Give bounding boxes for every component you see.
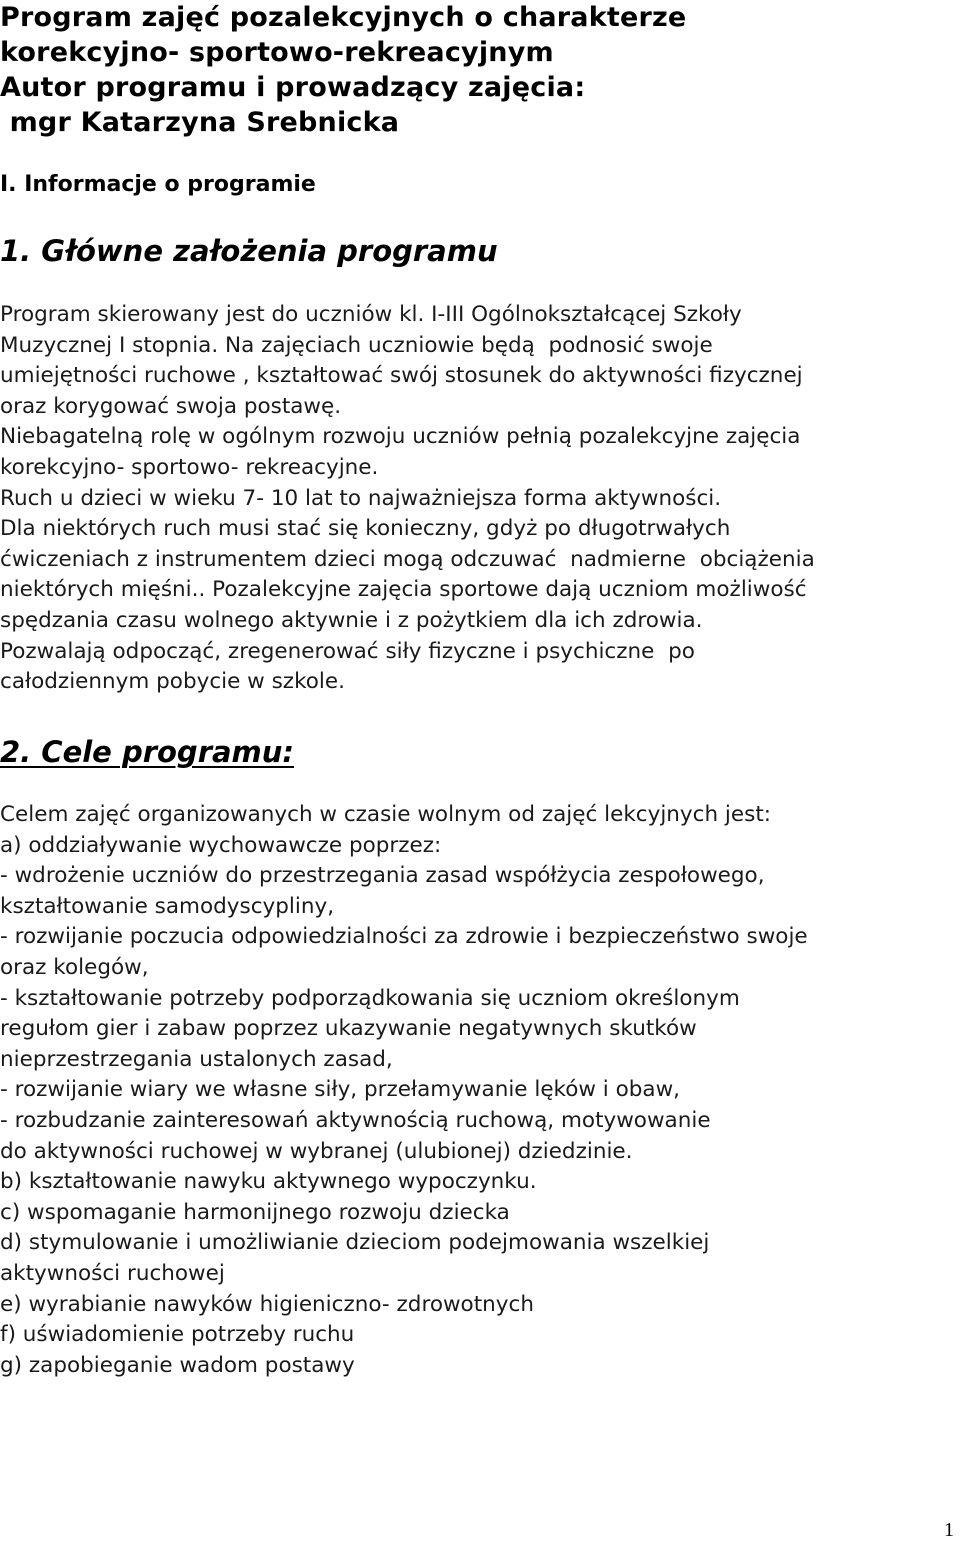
title-line: Autor programu i prowadzący zajęcia: (0, 72, 586, 103)
list-item: g) zapobieganie wadom postawy (0, 1352, 355, 1378)
list-item: d) stymulowanie i umożliwianie dzieciom podejmowania wszelkiej (0, 1230, 710, 1256)
list-item: - kształtowanie potrzeby podporządkowania się uczniom określonym (0, 985, 740, 1011)
text-line: Program skierowany jest do uczniów kl. I-III Ogólnokształcącej Szkoły (0, 302, 742, 327)
goals-list (0, 800, 960, 1381)
list-item: aktywności ruchowej (0, 1260, 225, 1286)
list-item: f) uświadomienie potrzeby ruchu (0, 1322, 355, 1348)
list-item: do aktywności ruchowej w wybranej (ulubionej) dziedzinie. (0, 1138, 633, 1164)
list-item: nieprzestrzegania ustalonych zasad, (0, 1046, 393, 1072)
list-item: - rozwijanie wiary we własne siły, przełamywanie lęków i obaw, (0, 1077, 681, 1103)
text-line: Pozwalają odpocząć, zregenerować siły fizyczne i psychiczne po (0, 638, 695, 664)
intro-paragraph (0, 300, 960, 698)
title-line: korekcyjno- sportowo-rekreacyjnym (0, 37, 554, 68)
text-line: Niebagatelną rolę w ogólnym rozwoju uczniów pełnią pozalekcyjne zajęcia (0, 424, 801, 450)
text-line: ćwiczeniach z instrumentem dzieci mogą odczuwać nadmierne obciążenia (0, 546, 815, 572)
subsection-heading-goals (0, 734, 294, 770)
text-line: spędzania czasu wolnego aktywnie i z pożytkiem dla ich zdrowia. (0, 607, 703, 633)
goals-heading-text: 2. Cele programu: (0, 735, 295, 769)
list-item: a) oddziaływanie wychowawcze poprzez: (0, 832, 442, 858)
list-item: - rozbudzanie zainteresowań aktywnością ruchową, motywowanie (0, 1107, 711, 1133)
list-item: kształtowanie samodyscypliny, (0, 893, 335, 919)
page-number: 1 (944, 1519, 954, 1541)
text-line: całodziennym pobycie w szkole. (0, 669, 345, 695)
section-heading: I. Informacje o programie (0, 172, 316, 197)
text-line: Celem zajęć organizowanych w czasie wolnym od zajęć lekcyjnych jest: (0, 802, 772, 827)
list-item: regułom gier i zabaw poprzez ukazywanie negatywnych skutków (0, 1016, 697, 1042)
text-line: oraz korygować swoja postawę. (0, 393, 342, 419)
list-item: oraz kolegów, (0, 954, 149, 980)
text-line: umiejętności ruchowe , kształtować swój stosunek do aktywności fizycznej (0, 363, 803, 389)
text-line: Dla niektórych ruch musi stać się konieczny, gdyż po długotrwałych (0, 516, 731, 542)
list-item: - rozwijanie poczucia odpowiedzialności za zdrowie i bezpieczeństwo swoje (0, 924, 808, 950)
list-item: b) kształtowanie nawyku aktywnego wypoczynku. (0, 1169, 537, 1195)
list-item: e) wyrabianie nawyków higieniczno- zdrowotnych (0, 1291, 534, 1317)
title-line: Program zajęć pozalekcyjnych o charakterze (0, 2, 687, 33)
list-item: - wdrożenie uczniów do przestrzegania zasad współżycia zespołowego, (0, 863, 765, 889)
list-item: c) wspomaganie harmonijnego rozwoju dziecka (0, 1199, 510, 1225)
document-title (0, 0, 686, 140)
text-line: korekcyjno- sportowo- rekreacyjne. (0, 454, 379, 480)
text-line: Ruch u dzieci w wieku 7- 10 lat to najważniejsza forma aktywności. (0, 485, 722, 511)
title-line: mgr Katarzyna Srebnicka (0, 107, 400, 138)
text-line: niektórych mięśni.. Pozalekcyjne zajęcia sportowe dają uczniom możliwość (0, 577, 807, 603)
text-line: Muzycznej I stopnia. Na zajęciach uczniowie będą podnosić swoje (0, 332, 713, 358)
subsection-heading-main-assumptions: 1. Główne założenia programu (0, 234, 498, 268)
